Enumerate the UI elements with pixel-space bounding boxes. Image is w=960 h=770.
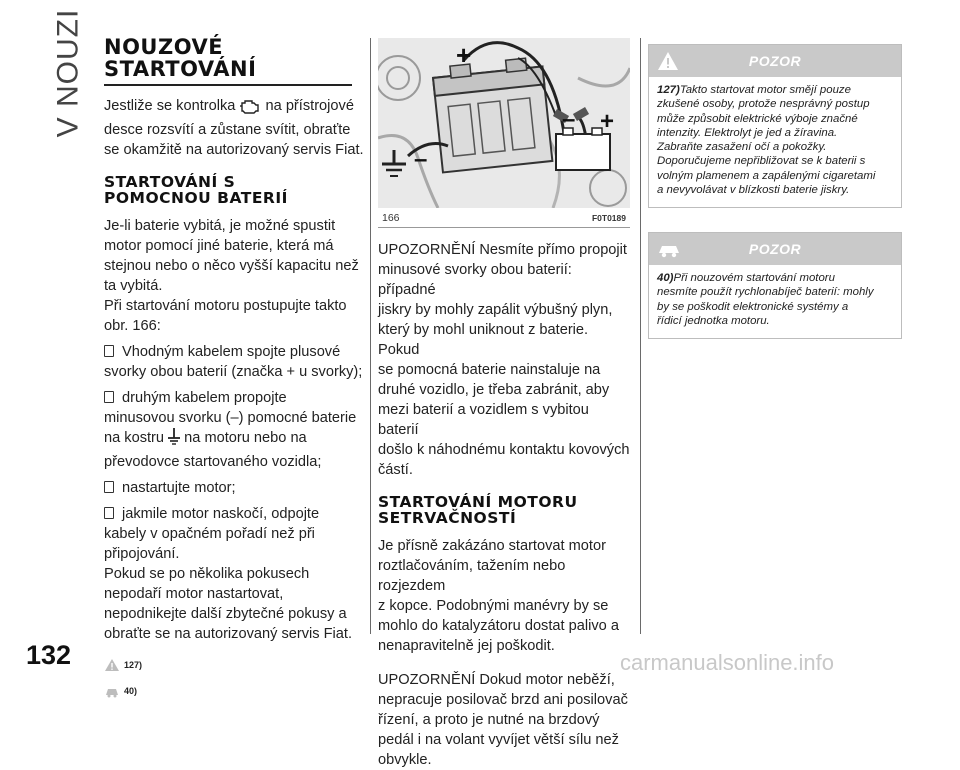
text-line (104, 428, 366, 452)
servo-warning-paragraph (378, 670, 630, 770)
checkbox-bullet-icon (104, 345, 114, 357)
warning-box-body (649, 265, 901, 338)
text-line: Takto startovat motor smějí pouze (679, 84, 851, 96)
warning-box-127 (648, 44, 902, 208)
warning-box-header (649, 233, 901, 265)
text-line: z kopce. Podobnými manévry by se (378, 598, 609, 614)
text-line: volným plamenem a zapálenými cigaretami (657, 169, 876, 182)
text-line: který by mohl uniknout z baterie. Pokud (378, 322, 589, 358)
section-tab-label: V NOUZI (51, 8, 85, 138)
text-line: připojování. (104, 546, 180, 562)
watermark: carmanualsonline.info (620, 650, 835, 675)
list-item (104, 504, 366, 524)
warning-box-header (649, 45, 901, 77)
list-item (104, 388, 366, 408)
note-number: 127) (657, 84, 680, 96)
text-line (657, 271, 893, 285)
text-line: nepodnikejte další zbytečné pokusy a (104, 606, 347, 622)
intro-text: na přístrojové (265, 98, 354, 114)
section-heading (104, 174, 366, 206)
battery-jump-figure (378, 38, 630, 208)
text-line: Při nouzovém startování motoru (673, 272, 835, 284)
text-line: se okamžitě na autorizovaný servis Fiat. (104, 142, 364, 158)
list-item-text: na motoru nebo na (184, 430, 307, 446)
warning-header-label: POZOR (748, 241, 802, 257)
text-line: Při startování motoru postupujte takto (104, 298, 347, 314)
list-item (104, 478, 366, 498)
text-line: nenapravitelně jej poškodit. (378, 638, 555, 654)
inertia-start-paragraph (378, 536, 630, 656)
text-line: obr. 166: (104, 318, 161, 334)
figure-minus-sign: – (562, 106, 576, 133)
list-item (104, 342, 366, 362)
battery-jump-illustration (378, 38, 630, 208)
text-line: pedál i na volant vyvíjet větší sílu než (378, 732, 619, 748)
column-middle (378, 38, 630, 770)
text-line: jiskry by mohly zapálit výbušný plyn, (378, 302, 613, 318)
text-line: Doporučujeme nepřibližovat se k baterii s (657, 155, 866, 168)
figure-plus-sign: + (600, 108, 615, 135)
text-line: částí. (378, 462, 413, 478)
text-line: došlo k náhodnému kontaktu kovových (378, 442, 630, 458)
text-line: Zabraňte zasažení očí a pokožky. (657, 141, 827, 154)
text-line: nesmíte použít rychlonabíječ baterií: mohly (657, 286, 874, 299)
page-title (104, 36, 366, 80)
figure-caption-bar (378, 209, 630, 228)
text-line: Je přísně zakázáno startovat motor (378, 538, 606, 554)
text-line: intenzity. Elektrolyt je jed a žíravina. (657, 126, 838, 139)
list-item-text: na kostru (104, 430, 165, 446)
text-line: a nevyvolávat v blízkosti baterie jiskry. (657, 184, 850, 197)
text-line: zkušené osoby, protože nesprávný postup (657, 98, 870, 111)
text-line: ta vybitá. (104, 278, 163, 294)
text-line: řízení, a proto je nutné na brzdový (378, 712, 600, 728)
section-tab (48, 8, 88, 138)
car-caution-icon (657, 240, 681, 258)
text-line: nepracuje posilovač brzd ani posilovač (378, 692, 628, 708)
text-line: řídicí jednotka motoru. (657, 314, 770, 327)
page-number: 132 (26, 640, 72, 670)
column-divider (370, 38, 371, 634)
warning-box-40 (648, 232, 902, 339)
text-line: minusovou svorku (–) pomocné baterie (104, 410, 357, 426)
intro-text: Jestliže se kontrolka (104, 98, 236, 114)
caution-reference[interactable] (104, 682, 366, 700)
text-line: Je-li baterie vybitá, je možné spustit (104, 218, 336, 234)
heading-line: POMOCNOU BATERIÍ (104, 189, 288, 207)
heading-line: STARTOVÁNÍ S (104, 173, 236, 191)
text-line (657, 83, 893, 97)
figure-code: F0T0189 (591, 213, 626, 223)
text-line: stejnou nebo o něco vyšší kapacitu než (104, 258, 359, 274)
list-item-text: Vhodným kabelem spojte plusové (122, 344, 341, 360)
warning-triangle-icon (657, 51, 679, 71)
step-list (104, 342, 366, 644)
intro-paragraph (104, 96, 366, 160)
text-line: nepodaří motor nastartovat, (104, 586, 284, 602)
text-line: může způsobit elektrické výboje značné (657, 112, 858, 125)
checkbox-bullet-icon (104, 507, 114, 519)
car-caution-icon (104, 684, 120, 698)
list-item-text: druhým kabelem propojte (122, 390, 287, 406)
text-line: minusové svorky obou baterií: případné (378, 262, 572, 298)
text-line: Pokud se po několika pokusech (104, 566, 310, 582)
text-line: desce rozsvítí a zůstane svítit, obraťte (104, 122, 351, 138)
heading-line: STARTOVÁNÍ MOTORU (378, 493, 578, 511)
reference-number: 127) (124, 660, 143, 670)
text-line: mohlo do katalyzátoru dostat palivo a (378, 618, 619, 634)
column-left (104, 36, 366, 700)
figure-number: 166 (382, 212, 400, 224)
text-line: by se poškodit elektronické systémy a (657, 300, 849, 313)
text-line: UPOZORNĚNÍ Nesmíte přímo propojit (378, 242, 627, 258)
ground-icon (168, 428, 180, 452)
section-heading (378, 494, 630, 526)
heading-line: SETRVAČNOSTÍ (378, 509, 517, 527)
procedure-paragraph (104, 216, 366, 336)
warning-reference[interactable] (104, 656, 366, 674)
text-line: mezi baterií a vozidlem s vybitou baterií (378, 402, 589, 438)
warning-triangle-icon (104, 658, 120, 672)
note-number: 40) (657, 272, 674, 284)
title-underline (104, 84, 352, 86)
list-item-text: jakmile motor naskočí, odpojte (122, 506, 320, 522)
figure-minus-sign: – (414, 146, 428, 173)
checkbox-bullet-icon (104, 391, 114, 403)
engine-warning-icon (239, 98, 261, 120)
figure-plus-sign: + (456, 40, 472, 70)
list-item-text: nastartujte motor; (122, 480, 236, 496)
reference-number: 40) (124, 686, 138, 696)
warning-box-body (649, 77, 901, 207)
text-line: převodovce startovaného vozidla; (104, 454, 322, 470)
text-line: UPOZORNĚNÍ Dokud motor neběží, (378, 672, 615, 688)
text-line: kabely v opačném pořadí než při (104, 526, 315, 542)
text-line: se pomocná baterie nainstaluje na (378, 362, 601, 378)
text-line: obvykle. (378, 752, 432, 768)
page-title-line: NOUZOVÉ (104, 35, 224, 59)
text-line: motor pomocí jiné baterie, která má (104, 238, 334, 254)
text-line: druhé vozidlo, je třeba zabránit, aby (378, 382, 610, 398)
text-line: roztlačováním, tažením nebo rozjezdem (378, 558, 566, 594)
text-line: svorky obou baterií (značka + u svorky); (104, 364, 363, 380)
warning-paragraph (378, 240, 630, 480)
column-divider (640, 38, 641, 634)
page-title-line: STARTOVÁNÍ (104, 57, 257, 81)
checkbox-bullet-icon (104, 481, 114, 493)
warning-header-label: POZOR (748, 53, 802, 69)
text-line: obraťte se na autorizovaný servis Fiat. (104, 626, 353, 642)
